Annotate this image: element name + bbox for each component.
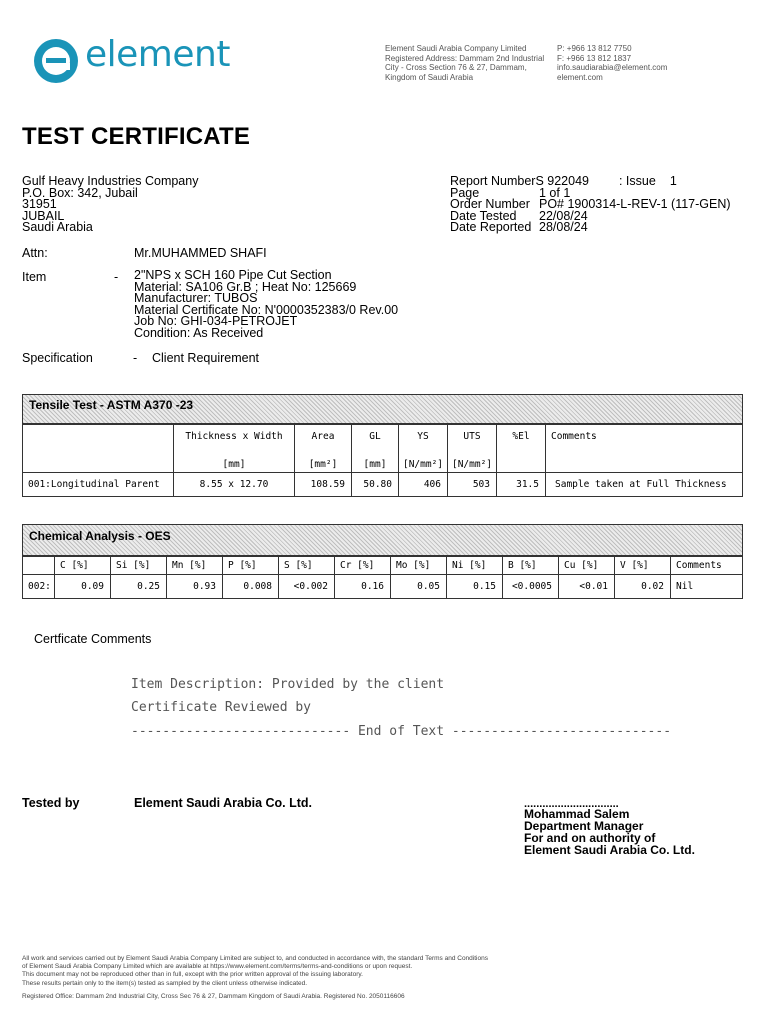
customer-line: Saudi Arabia — [22, 220, 93, 234]
unit-text: [N/mm²] — [451, 459, 493, 470]
header-text: UTS — [463, 431, 481, 442]
address-line: Registered Address: Dammam 2nd Industrial — [385, 53, 545, 63]
table-cell: 503 — [448, 473, 497, 497]
table-cell: <0.0005 — [503, 575, 559, 599]
date-reported-label: Date Reported — [450, 220, 532, 234]
item-line: Job No: GHI-034-PETROJET — [134, 314, 298, 328]
table-header-cell: S [%] — [279, 557, 335, 575]
end-of-text: ---------------------------- End of Text ---------------------------- — [131, 724, 672, 739]
report-number-label: Report Number — [450, 174, 536, 188]
table-header-cell: Si [%] — [111, 557, 167, 575]
table-cell: 0.05 — [391, 575, 447, 599]
customer-line: P.O. Box: 342, Jubail — [22, 185, 138, 200]
table-header-cell: B [%] — [503, 557, 559, 575]
unit-text: [mm] — [363, 459, 387, 470]
table-cell: 31.5 — [497, 473, 546, 497]
table-cell: Nil — [671, 575, 743, 599]
table-header-cell: P [%] — [223, 557, 279, 575]
chemical-analysis-title: Chemical Analysis - OES — [29, 529, 171, 543]
table-header-cell: Comments — [671, 557, 743, 575]
item-line: 2"NPS x SCH 160 Pipe Cut Section — [134, 268, 332, 282]
address-line: Kingdom of Saudi Arabia — [385, 72, 474, 82]
table-cell: 0.16 — [335, 575, 391, 599]
customer-line: Gulf Heavy Industries Company — [22, 174, 199, 188]
table-cell: 108.59 — [295, 473, 352, 497]
website: element.com — [557, 72, 603, 82]
table-header-cell — [497, 425, 546, 473]
date-tested: 22/08/24 — [539, 208, 588, 223]
phone: P: +966 13 812 7750 — [557, 44, 632, 53]
table-header-cell — [23, 557, 55, 575]
header-text: YS — [417, 431, 429, 442]
table-cell: 0.25 — [111, 575, 167, 599]
item-dash: - — [114, 270, 119, 284]
table-row — [23, 473, 743, 497]
table-cell: Sample taken at Full Thickness — [546, 473, 743, 497]
signatory-title: Department Manager — [524, 819, 644, 833]
order-number: PO# 1900314-L-REV-1 (117-GEN) — [539, 197, 731, 211]
table-header-cell — [448, 425, 497, 473]
sample-id: 001:Longitudinal Parent — [23, 473, 174, 497]
footer-line: All work and services carried out by Element Saudi Arabia Company Limited are subject to, and conducted in accordance with, the standard Terms and Conditions — [22, 955, 488, 962]
signatory-authority: For and on authority of — [524, 831, 656, 845]
table-header-cell: Cu [%] — [559, 557, 615, 575]
chemical-analysis-header — [22, 524, 743, 556]
issue-label: : Issue — [618, 174, 656, 188]
unit-text: [mm²] — [308, 459, 338, 470]
specification-label: Specification — [22, 351, 93, 365]
table-header-row — [23, 425, 743, 473]
tensile-test-header — [22, 394, 743, 424]
order-label: Order Number — [450, 197, 530, 211]
item-line: Condition: As Received — [134, 325, 264, 340]
signatory-company: Element Saudi Arabia Co. Ltd. — [524, 843, 695, 857]
signatory-name: Mohammad Salem — [524, 807, 630, 821]
table-header-cell: Ni [%] — [447, 557, 503, 575]
table-header-cell: Mn [%] — [167, 557, 223, 575]
table-cell: 0.02 — [615, 575, 671, 599]
sample-id: 002: — [23, 575, 55, 599]
table-header-cell — [352, 425, 399, 473]
item-label: Item — [22, 270, 47, 284]
customer-line: JUBAIL — [22, 208, 65, 223]
table-header-cell: Cr [%] — [335, 557, 391, 575]
footer-registered-office: Registered Office: Dammam 2nd Industrial City, Cross Sec 76 & 27, Dammam Kingdom of Saudi Arabia. Registered No. 2050116606 — [22, 993, 405, 1000]
table-cell: 0.008 — [223, 575, 279, 599]
table-cell: 8.55 x 12.70 — [174, 473, 295, 497]
tested-by-value: Element Saudi Arabia Co. Ltd. — [134, 796, 313, 810]
table-header-cell — [295, 425, 352, 473]
table-cell: 0.15 — [447, 575, 503, 599]
unit-text: [mm] — [222, 459, 246, 470]
tensile-test-table — [22, 424, 743, 497]
tested-by-label: Tested by — [22, 796, 80, 810]
table-header-cell: V [%] — [615, 557, 671, 575]
page-number: 1 of 1 — [539, 185, 571, 200]
header-text: GL — [369, 431, 381, 442]
address-line: Element Saudi Arabia Company Limited — [385, 44, 527, 53]
document-title: TEST CERTIFICATE — [22, 123, 251, 150]
signature-line: ............................... — [524, 798, 619, 810]
table-cell: 0.09 — [55, 575, 111, 599]
table-header-cell — [174, 425, 295, 473]
attn-label: Attn: — [22, 246, 48, 260]
table-cell: <0.01 — [559, 575, 615, 599]
table-cell — [23, 425, 174, 473]
header-text: Thickness x Width — [185, 431, 283, 442]
chemical-analysis-table — [22, 556, 743, 599]
item-line: Material: SA106 Gr.B ; Heat No: 125669 — [134, 279, 357, 294]
table-cell: 0.93 — [167, 575, 223, 599]
fax: F: +966 13 812 1837 — [557, 53, 632, 63]
unit-text: [N/mm²] — [402, 459, 444, 470]
page-label: Page — [450, 185, 480, 200]
header-text: %El — [512, 431, 530, 442]
footer-line: of Element Saudi Arabia Company Limited which are available at https://www.element.com/terms/terms-and-conditions or upon request. — [22, 963, 413, 971]
specification-dash: - — [133, 351, 138, 365]
footer-line: This document may not be reproduced other than in full, except with the prior written approval of the issuing laboratory. — [22, 971, 363, 979]
comment-line: Certificate Reviewed by — [131, 700, 312, 715]
report-info — [450, 176, 731, 234]
footer-terms — [22, 955, 488, 988]
table-header-cell — [546, 425, 743, 473]
report-number: S 922049 — [535, 174, 589, 188]
comments-label: Certficate Comments — [34, 632, 152, 646]
issue-number: 1 — [669, 174, 677, 188]
date-tested-label: Date Tested — [450, 208, 517, 223]
signature-block — [524, 800, 695, 856]
element-logo-icon — [33, 38, 79, 89]
item-line: Manufacturer: TUBOS — [134, 291, 258, 305]
table-cell: 50.80 — [352, 473, 399, 497]
item-description — [134, 270, 398, 339]
table-row — [23, 575, 743, 599]
header-text: Area — [311, 431, 335, 442]
table-cell: <0.002 — [279, 575, 335, 599]
customer-line: 31951 — [22, 197, 57, 211]
address-line: City - Cross Section 76 & 27, Dammam, — [385, 63, 527, 72]
email: info.saudiarabia@element.com — [557, 63, 668, 72]
table-header-cell — [399, 425, 448, 473]
item-line: Material Certificate No: N'0000352383/0 Rev.00 — [134, 302, 399, 317]
tensile-test-title: Tensile Test - ASTM A370 -23 — [29, 398, 194, 412]
footer-line: These results pertain only to the item(s) tested as sampled by the client unless otherwise indicated. — [22, 979, 308, 987]
specification-value: Client Requirement — [152, 351, 259, 365]
attn-value: Mr.MUHAMMED SHAFI — [134, 246, 267, 260]
table-header-cell: C [%] — [55, 557, 111, 575]
company-contact — [557, 44, 667, 82]
header-text: Comments — [551, 431, 597, 442]
table-cell: 406 — [399, 473, 448, 497]
brand-name: element — [85, 34, 230, 75]
customer-address — [22, 176, 198, 234]
date-reported: 28/08/24 — [539, 220, 588, 234]
comment-line: Item Description: Provided by the client — [131, 677, 445, 692]
table-header-row — [23, 557, 743, 575]
table-header-cell: Mo [%] — [391, 557, 447, 575]
company-address — [385, 44, 544, 82]
